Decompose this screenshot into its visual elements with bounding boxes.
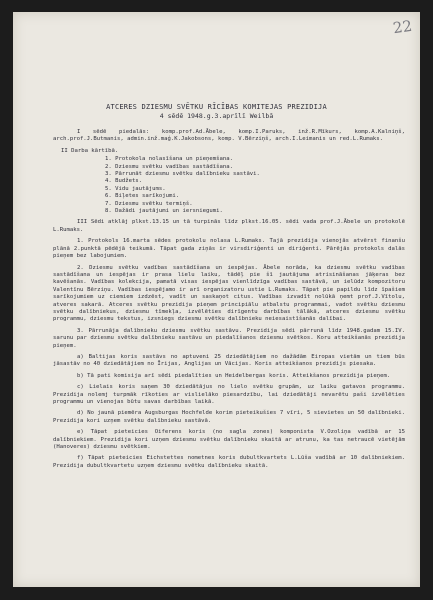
- agenda-item: 6. Biļetes sarīkojumi.: [105, 193, 180, 200]
- agenda-item: 5. Vidu jautājums.: [105, 185, 166, 192]
- agenda-item: 3. Pārrunāt dziesmu svētku dalībnieku sastāvi.: [105, 171, 260, 178]
- body-paragraph: 3. Pārrunāja dalībnieku dziesmu svētku sastāvu. Prezidija sēdi pārrunā līdz 1948.gadam 15.IV. sarunu par dziesmu svētku dalībnieku sastāvu un piedalīšanos dziesmu svētkos. Koru atteikšanās prezidija pieņem.: [53, 327, 405, 349]
- body-paragraph: b) Tā pati komisija arī sēdi piedalīties un Heidelbergas koris. Atteikšanos prezidija pieņem.: [77, 372, 391, 379]
- document-subheading: 4 sēdē 1948.g.3.aprīlī Weilbā: [159, 112, 274, 120]
- agenda-list: [105, 156, 405, 215]
- agenda-title: II Darba kārtībā.: [61, 147, 119, 154]
- body-paragraph: c) Lielais koris saņem 30 dziedātājus no lielo svētku grupām, uz laiku gatavos programmu. Prezidija nolemj turpmāk rīkoties ar vislielāko piesardzību, lai dziedātāji nevarētu paši izvēlēties programmu un vienojas būtu savas darbības laikā.: [53, 384, 405, 405]
- agenda-item: 1. Protokola nolasīšana un pieņemšana.: [105, 156, 233, 163]
- body-paragraph: 2. Dziesmu svētku vadības sastādīšana un iespējas. Ābele norāda, ka dziesmu svētku vadības sastādīšana un iespējas ir prasa lielu laiku, tādēļ pie šī jautājuma atrisināšanas jāķeras bez kavēšanās. Vadības kolekcija, pamatā visas iespējas vienlīdzīga vadības sastāvā, un ielūdz kompozitoru Valentīnu Bērziņu. Vadības iespējamo ir arī organizatoru ustie L.Rumaks. Tāpat pie papildu līdz īpašiem sarīkojumiem uz ciemiem izdzēst, vadīt un saskaņot citus. Vadības izvadīt nolūkā ņemt prof.J.Vītolu, atveres sakarā. Atceres svētku prezidija pieņem principiālu atbalstu programmai, vadot svētku dziesmu svētku dalībniekus, dziesmu tīmekļa, izvēlēties dirīgentu darbības tālākā, atceres dziesmu svētku programmu, dziesmu tekstus, izsniegs dziesmu svētku dalībnieku neiesaistīšanās dalībai.: [53, 264, 405, 323]
- handwritten-page-number: 22: [391, 16, 414, 38]
- agenda-item: 8. Dažādi jautājumi un iersniegumi.: [105, 208, 223, 215]
- document-body: [53, 129, 405, 474]
- agenda-item: 7. Dziesmu svētku termiņš.: [105, 200, 193, 207]
- agenda-item: 2. Dziesmu svētku vadības sastādīšana.: [105, 163, 233, 170]
- agenda-item: 4. Budžets.: [105, 178, 143, 185]
- body-paragraph: e) Tāpat pieteicies Oiferens koris (no sagla zones) komponista V.Ozoliņa vadībā ar 15 dalībniekiem. Prezidija kori uzņem dziesmu svētku dalībnieku skaitā ar atrunu, ka tas netraucē vietējām (Hanoveres) dziesmu svētkiem.: [53, 429, 405, 451]
- body-paragraph: f) Tāpat pieteicies Eichstettes nometnes koris dubultkvartets L.Lūša vadībā ar 10 dalībniekiem. Prezidija dubultkvartetu uzņem dziesmu svētku dalībnieku skaitā.: [53, 455, 405, 469]
- body-paragraph: 1. Protokols 16.marta sēdes protokolu nolasa L.Rumaks. Tajā prezidija vienojās atvērst finanšu plānā 2.punktā pēdējā teikumā. Tāpat gada ziņās ir virsdiriģenti un diriģenti. Pārējās protokols dalās pieņem bez labojumiem.: [53, 238, 405, 260]
- document-heading: ATCERES DZIESMU SVĒTKU RĪCĪBAS KOMITEJAS PREZIDIJA: [106, 103, 327, 111]
- attendees-paragraph: I sēdē piedalās: komp.prof.Ad.Ābele, komp.I.Paruks, inž.R.Mīkurs, komp.A.Kalniņš, arch.prof.J.Butmanis, admin.inž.maģ.K.Jakobsons, komp. V.Bērziņš, arch.I.Leimanis un red.L.Rumaks.: [53, 129, 405, 143]
- body-paragraph: d) No jaunā piemēra Augsburgas Hochfelde korim pieteikušies 7 vīri, 5 sievietes un 50 dalībnieki. Prezidija kori uzņem svētku dalībnieku sastāvā.: [53, 410, 405, 424]
- body-paragraph: a) Baltijas koris sastāvs no aptuveni 25 dziedātājiem no dažādām Eiropas vietām un tiem būs jāsastāv no 40 dziedātājiem no Īrijas, Anglijas un Vācijas. Koris atteikšanos prezidijs piesaka.: [53, 353, 405, 368]
- document-page: [13, 12, 420, 587]
- body-paragraph: III Sēdi atklāj plkst.13.15 un tā turpinās līdz plkst.16.05. sēdi vada prof.J.Ābele un protokolē L.Rumaks.: [53, 219, 405, 233]
